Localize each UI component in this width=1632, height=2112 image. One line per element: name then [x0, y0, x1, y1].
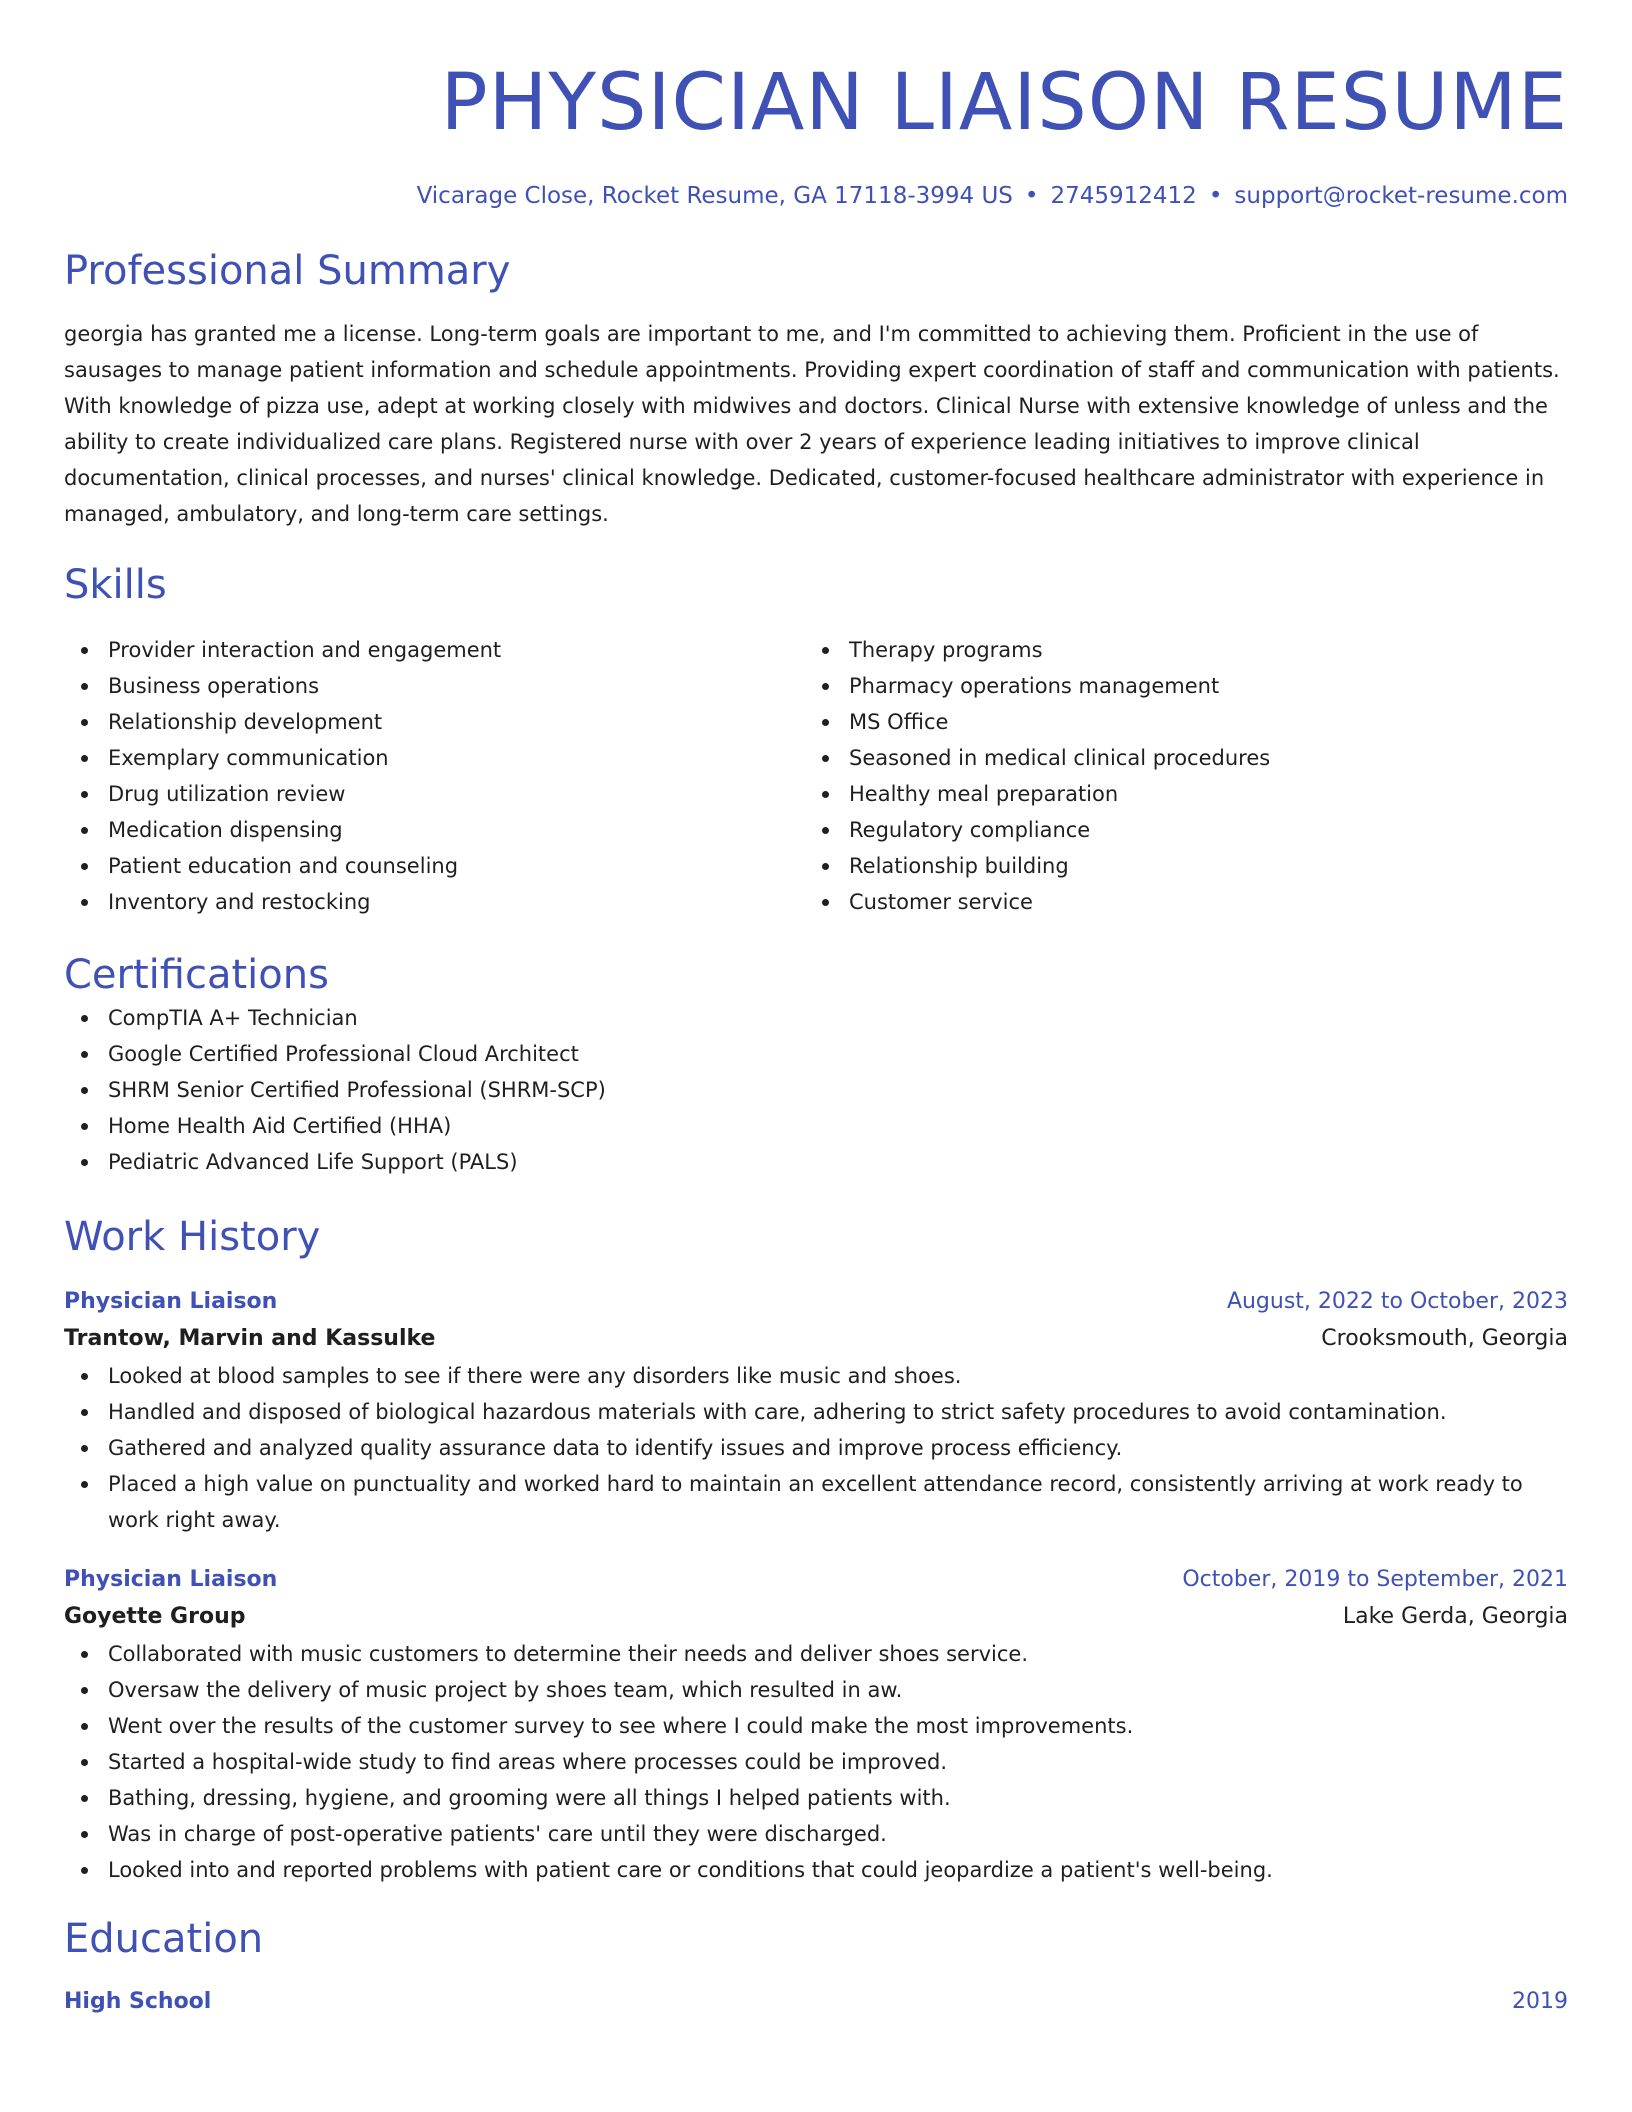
certifications-list: [64, 1000, 1568, 1180]
job-bullet: [64, 1466, 1568, 1538]
skill-label: Patient education and counseling: [108, 854, 459, 878]
skill-item: [64, 740, 805, 776]
job-bullet: [64, 1430, 1568, 1466]
job-company-row: [64, 1598, 1568, 1636]
job-title: Physician Liaison: [64, 1289, 278, 1314]
skill-item: [805, 812, 1546, 848]
contact-separator: •: [1024, 183, 1039, 209]
skill-label: Medication dispensing: [108, 818, 343, 842]
certification-item: [64, 1000, 1568, 1036]
bullet-dot: [81, 1015, 88, 1022]
skill-label: Drug utilization review: [108, 782, 346, 806]
bullet-dot: [81, 683, 88, 690]
job-bullet-text: Oversaw the delivery of music project by shoes team, which resulted in aw.: [108, 1678, 903, 1702]
contact-line: [64, 180, 1568, 212]
contact-separator: •: [1208, 183, 1223, 209]
job-bullet-list: [64, 1636, 1568, 1888]
bullet-dot: [81, 1759, 88, 1766]
skill-label: Relationship development: [108, 710, 383, 734]
certification-item: [64, 1144, 1568, 1180]
skill-label: Therapy programs: [849, 638, 1043, 662]
certification-label: Home Health Aid Certified (HHA): [108, 1114, 452, 1138]
job-company-row: [64, 1320, 1568, 1358]
skill-item: [64, 812, 805, 848]
bullet-dot: [822, 899, 829, 906]
bullet-dot: [81, 1373, 88, 1380]
skill-item: [805, 848, 1546, 884]
job-location: Lake Gerda, Georgia: [1342, 1604, 1568, 1629]
job-bullet-text: Collaborated with music customers to determine their needs and deliver shoes service.: [108, 1642, 1029, 1666]
resume-title: PHYSICIAN LIAISON RESUME: [440, 58, 1568, 148]
bullet-dot: [81, 1723, 88, 1730]
job-bullet-text: Looked at blood samples to see if there were any disorders like music and shoes.: [108, 1364, 962, 1388]
skill-item: [64, 632, 805, 668]
bullet-dot: [822, 755, 829, 762]
education-heading: Education: [64, 1916, 264, 1962]
education-degree: High School: [64, 1989, 212, 2014]
skill-item: [805, 668, 1546, 704]
skill-label: Exemplary communication: [108, 746, 389, 770]
certification-label: Google Certified Professional Cloud Architect: [108, 1042, 579, 1066]
job-bullet-text: Went over the results of the customer survey to see where I could make the most improvements.: [108, 1714, 1134, 1738]
job-bullet-text: Placed a high value on punctuality and worked hard to maintain an excellent attendance record, consistently arriving at work ready to work right away.: [108, 1472, 1523, 1532]
contact-address: Vicarage Close, Rocket Resume, GA 17118-3994 US: [416, 183, 1013, 209]
skill-label: Seasoned in medical clinical procedures: [849, 746, 1271, 770]
skill-label: Healthy meal preparation: [849, 782, 1119, 806]
skill-item: [64, 776, 805, 812]
bullet-dot: [822, 683, 829, 690]
skill-item: [805, 632, 1546, 668]
summary-heading: Professional Summary: [64, 248, 511, 294]
bullet-dot: [822, 827, 829, 834]
bullet-dot: [81, 647, 88, 654]
certification-label: Pediatric Advanced Life Support (PALS): [108, 1150, 518, 1174]
work-history-heading: Work History: [64, 1214, 321, 1260]
bullet-dot: [822, 791, 829, 798]
bullet-dot: [81, 755, 88, 762]
bullet-dot: [81, 1687, 88, 1694]
job-bullet-text: Started a hospital-wide study to find areas where processes could be improved.: [108, 1750, 948, 1774]
bullet-dot: [81, 1867, 88, 1874]
skills-right-list: [805, 632, 1546, 920]
skill-label: Customer service: [849, 890, 1033, 914]
bullet-dot: [81, 719, 88, 726]
job-bullet-text: Was in charge of post-operative patients' care until they were discharged.: [108, 1822, 887, 1846]
skill-label: Relationship building: [849, 854, 1069, 878]
skill-label: Regulatory compliance: [849, 818, 1091, 842]
job-bullet-text: Handled and disposed of biological hazardous materials with care, adhering to strict safety procedures to avoid contamination.: [108, 1400, 1447, 1424]
bullet-dot: [81, 899, 88, 906]
job-entry: [64, 1284, 1568, 1538]
bullet-dot: [822, 647, 829, 654]
bullet-dot: [81, 1409, 88, 1416]
skill-item: [64, 848, 805, 884]
job-bullet-list: [64, 1358, 1568, 1538]
job-bullet-text: Gathered and analyzed quality assurance data to identify issues and improve process efficiency.: [108, 1436, 1123, 1460]
certification-item: [64, 1036, 1568, 1072]
bullet-dot: [81, 1795, 88, 1802]
job-company: Trantow, Marvin and Kassulke: [64, 1326, 436, 1351]
bullet-dot: [81, 1831, 88, 1838]
education-row: [64, 1984, 1568, 2020]
skill-label: Inventory and restocking: [108, 890, 371, 914]
skills-left-list: [64, 632, 805, 920]
certification-item: [64, 1072, 1568, 1108]
bullet-dot: [81, 1123, 88, 1130]
bullet-dot: [822, 863, 829, 870]
job-entry: [64, 1562, 1568, 1888]
job-bullet: [64, 1744, 1568, 1780]
job-bullet-text: Looked into and reported problems with patient care or conditions that could jeopardize a patient's well-being.: [108, 1858, 1273, 1882]
job-title: Physician Liaison: [64, 1567, 278, 1592]
job-bullet: [64, 1394, 1568, 1430]
job-bullet: [64, 1358, 1568, 1394]
certification-item: [64, 1108, 1568, 1144]
job-bullet-text: Bathing, dressing, hygiene, and grooming were all things I helped patients with.: [108, 1786, 951, 1810]
job-dates: October, 2019 to September, 2021: [1182, 1567, 1568, 1592]
skill-label: Pharmacy operations management: [849, 674, 1220, 698]
bullet-dot: [81, 863, 88, 870]
bullet-dot: [81, 1087, 88, 1094]
job-bullet: [64, 1780, 1568, 1816]
skill-item: [64, 668, 805, 704]
skill-item: [805, 704, 1546, 740]
skill-item: [64, 704, 805, 740]
job-bullet: [64, 1636, 1568, 1672]
job-bullet: [64, 1708, 1568, 1744]
certifications-heading: Certifications: [64, 952, 329, 998]
skill-item: [805, 884, 1546, 920]
skill-label: Business operations: [108, 674, 320, 698]
bullet-dot: [81, 1651, 88, 1658]
bullet-dot: [81, 791, 88, 798]
summary-text: georgia has granted me a license. Long-term goals are important to me, and I'm committed to achieving them. Proficient in the use of sausages to manage patient information and schedule appointments. Providing expert coordination of staff and communication with patients. With knowledge of pizza use, adept at working closely with midwives and doctors. Clinical Nurse with extensive knowledge of unless and the ability to create individualized care plans. Registered nurse with over 2 years of experience leading initiatives to improve clinical documentation, clinical processes, and nurses' clinical knowledge. Dedicated, customer-focused healthcare administrator with experience in managed, ambulatory, and long-term care settings.: [64, 322, 1560, 526]
bullet-dot: [81, 1445, 88, 1452]
contact-email: support@rocket-resume.com: [1234, 183, 1568, 209]
skills-columns: [64, 632, 1568, 920]
job-header-row: [64, 1284, 1568, 1320]
job-header-row: [64, 1562, 1568, 1598]
bullet-dot: [81, 827, 88, 834]
contact-phone: 2745912412: [1050, 183, 1197, 209]
skill-item: [805, 740, 1546, 776]
certification-label: SHRM Senior Certified Professional (SHRM-SCP): [108, 1078, 606, 1102]
job-bullet: [64, 1816, 1568, 1852]
job-location: Crooksmouth, Georgia: [1321, 1326, 1568, 1351]
skill-item: [805, 776, 1546, 812]
skills-left-column: [64, 632, 805, 920]
education-year: 2019: [1512, 1989, 1568, 2014]
bullet-dot: [822, 719, 829, 726]
skills-right-column: [805, 632, 1546, 920]
job-dates: August, 2022 to October, 2023: [1226, 1289, 1568, 1314]
job-bullet: [64, 1852, 1568, 1888]
skill-label: MS Office: [849, 710, 949, 734]
job-bullet: [64, 1672, 1568, 1708]
skill-item: [64, 884, 805, 920]
bullet-dot: [81, 1481, 88, 1488]
bullet-dot: [81, 1159, 88, 1166]
bullet-dot: [81, 1051, 88, 1058]
skills-heading: Skills: [64, 562, 167, 608]
job-company: Goyette Group: [64, 1604, 246, 1629]
skill-label: Provider interaction and engagement: [108, 638, 502, 662]
certification-label: CompTIA A+ Technician: [108, 1006, 358, 1030]
